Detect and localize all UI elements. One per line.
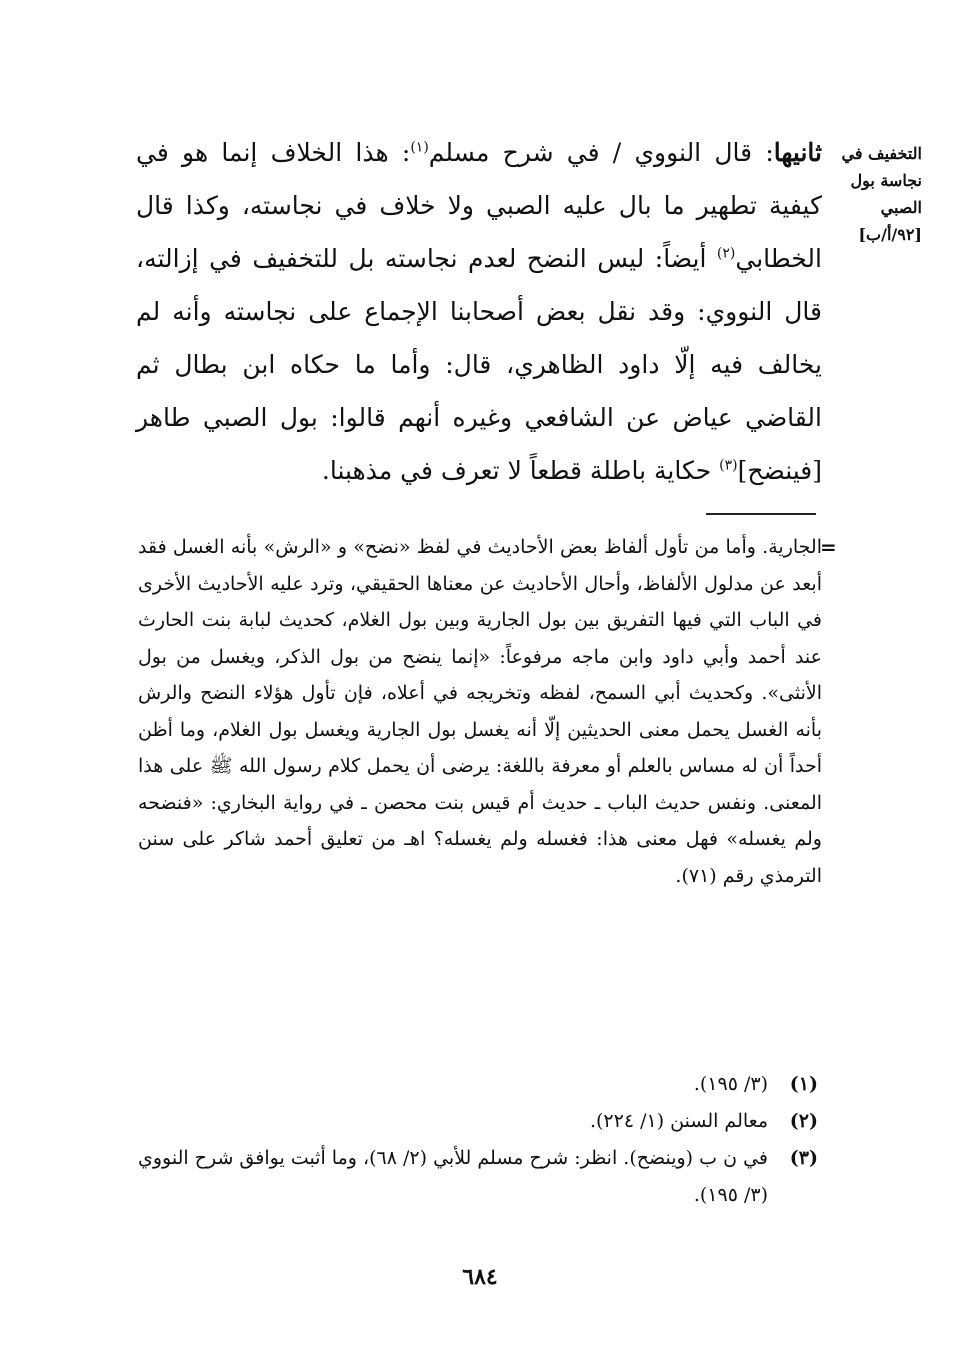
footnote-continuation-text: الجارية. وأما من تأول ألفاظ بعض الأحاديث في لفظ «نضح» و «الرش» بأنه الغسل فقد أبعد عن مدلول الألفاظ، وأحال الأحاديث عن معناها الحقيقي، وترد عليه الأحاديث الأخرى في الباب التي فيها التفريق بين بول الجارية وبين بول الغلام، كحديث لبابة بنت الحارث عند أحمد وأبي داود وابن ماجه مرفوعاً: «إنما ينضح من بول الذكر، ويغسل من بول الأنثى». وكحديث أبي السمح، لفظه وتخريجه في أعلاه، فإن تأول هؤلاء النضح والرش بأنه الغسل يحمل معنى الحديثين إلّا أنه يغسل بول الجارية ويغسل بول الغلام، وما أظن أحداً أن له مساس بالعلم أو معرفة باللغة: يرضى أن يحمل كلام رسول الله ﷺ على هذا المعنى. ونفس حديث الباب ـ حديث أم قيس بنت محصن ـ في رواية البخاري: «فنضحه ولم يغسله» فهل معنى هذا: فغسله ولم يغسله؟ اهـ من تعليق أحمد شاكر على سنن الترمذي رقم (٧١). [138, 536, 822, 887]
margin-note-reference: [٩٢/أ/ب] [858, 225, 922, 244]
margin-note-line: نجاسة بول [850, 171, 922, 190]
main-text-part: : قال النووي / في شرح مسلم [428, 138, 774, 167]
page-number: ٦٨٤ [462, 1264, 498, 1290]
footnotes-list [138, 1066, 818, 1214]
footnote-divider [706, 513, 816, 515]
footnote-continuation [138, 529, 822, 894]
paragraph-lead: ثانيها [773, 138, 822, 167]
margin-note [826, 140, 922, 248]
main-paragraph [136, 126, 822, 497]
footnote-number: (٢) [789, 1110, 818, 1132]
footnote-item [138, 1066, 818, 1103]
footnote-item [138, 1103, 818, 1140]
main-text-part: : هذا الخلاف إنما هو في كيفية تطهير ما بال عليه الصبي ولا خلاف في نجاسته، وكذا قال الخطابي [136, 138, 822, 273]
footnote-number: (١) [789, 1073, 818, 1095]
footnote-marker: (٢) [716, 245, 736, 262]
continuation-mark: = [820, 535, 837, 559]
margin-note-line: الصبي [880, 198, 922, 217]
main-text-part: حكاية باطلة قطعاً لا تعرف في مذهبنا. [321, 456, 720, 485]
margin-note-line: التخفيف في [841, 144, 922, 163]
footnote-marker: (١) [410, 139, 429, 156]
footnote-text: (٣/ ١٩٥). [693, 1073, 768, 1095]
footnote-marker: (٣) [719, 457, 738, 474]
main-text-part: أيضاً: ليس النضح لعدم نجاسته بل للتخفيف في إزالته، قال النووي: وقد نقل بعض أصحابنا الإجماع على نجاسته وأنه لم يخالف فيه إلّا داود الظاهري، قال: وأما ما حكاه ابن بطال ثم القاضي عياض عن الشافعي وغيره أنهم قالوا: بول الصبي طاهر [فينضح] [136, 244, 822, 485]
footnote-number: (٣) [789, 1147, 818, 1169]
footnote-text: معالم السنن (١/ ٢٢٤). [589, 1110, 768, 1132]
footnote-text: في ن ب (وينضح). انظر: شرح مسلم للأبي (٢/ ٦٨)، وما أثبت يوافق شرح النووي (٣/ ١٩٥). [138, 1147, 768, 1206]
footnote-item [138, 1140, 818, 1214]
